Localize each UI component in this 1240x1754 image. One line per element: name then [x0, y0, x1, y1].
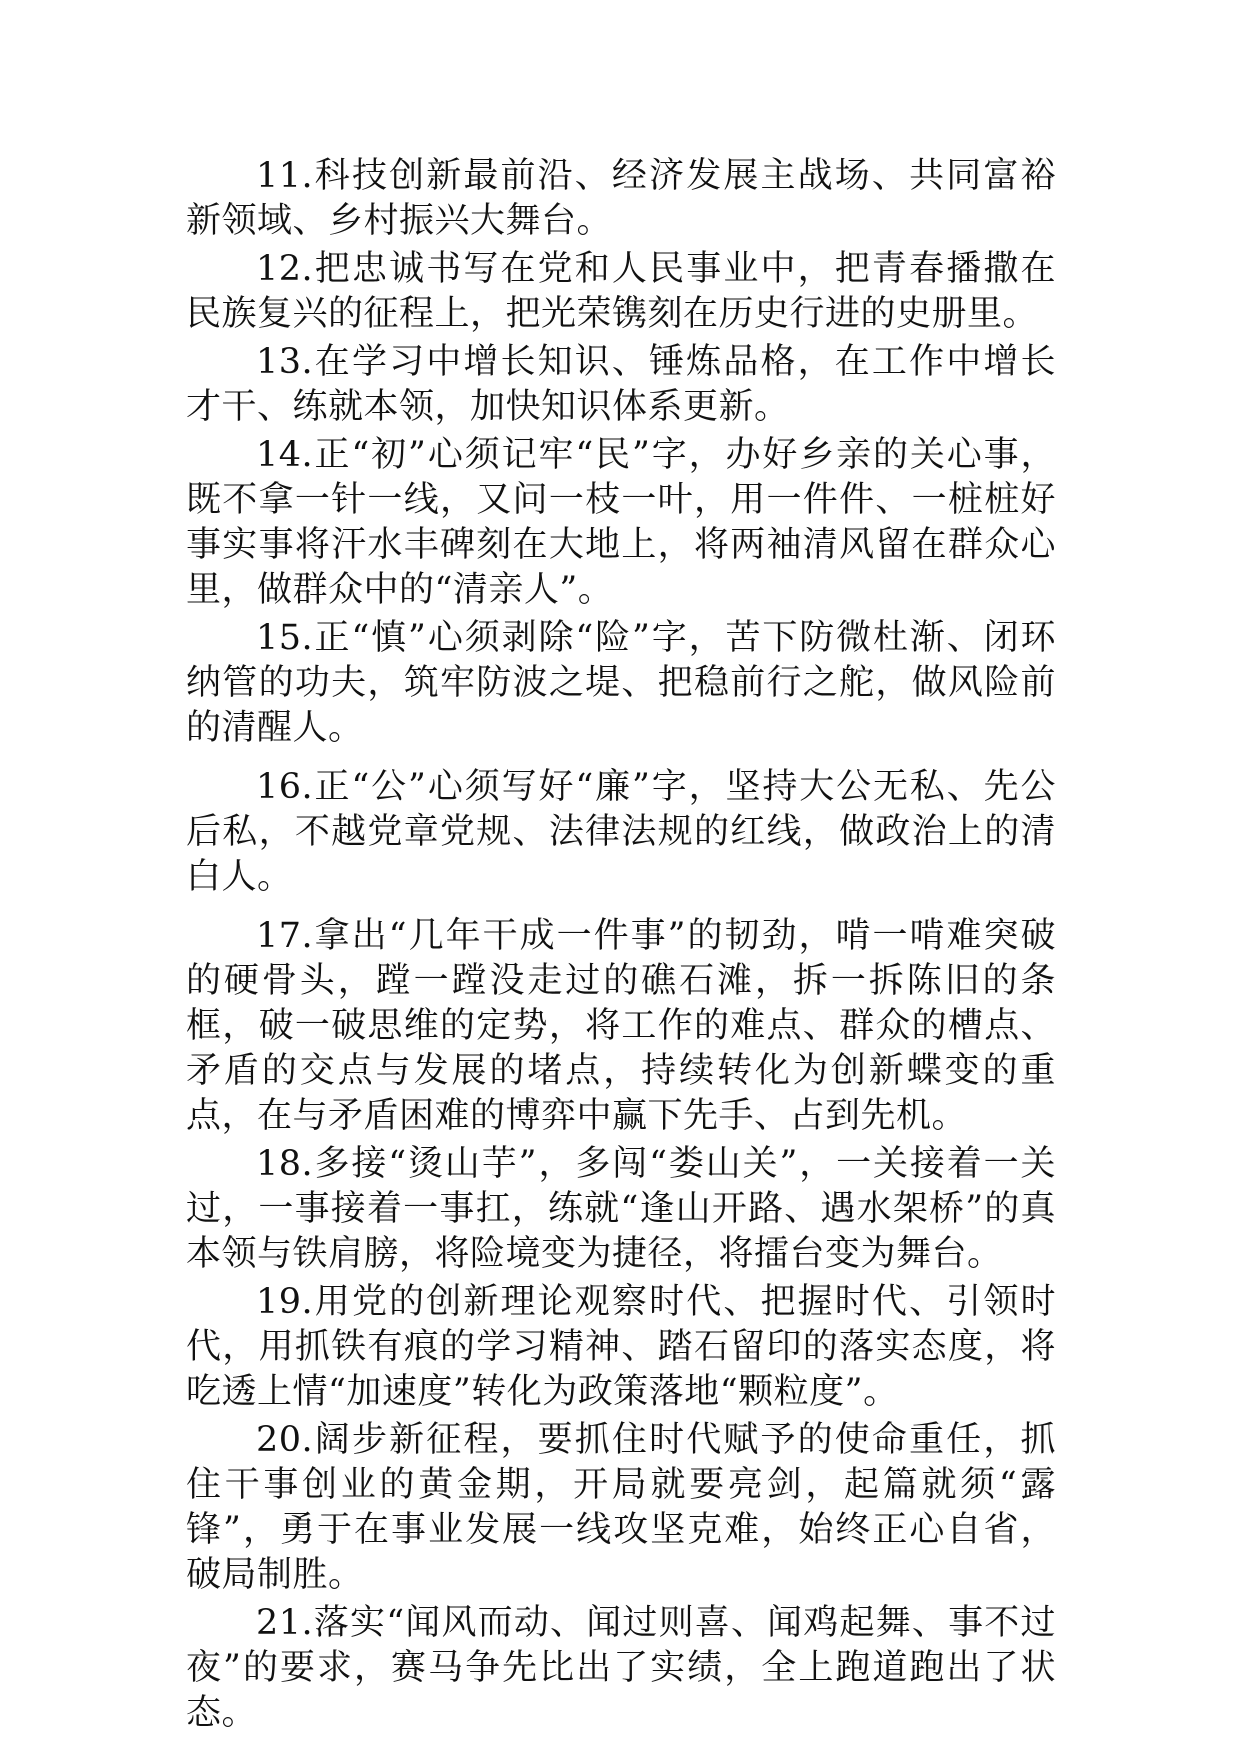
paragraph-11: 11.科技创新最前沿、经济发展主战场、共同富裕新领域、乡村振兴大舞台。 — [186, 156, 1056, 241]
document-body — [186, 154, 1056, 1736]
paragraph-14: 14.正“初”心须记牢“民”字，办好乡亲的关心事，既不拿一针一线，又问一枝一叶，用一件件、一桩桩好事实事将汗水丰碑刻在大地上，将两袖清风留在群众心里，做群众中的“清亲人”。 — [186, 435, 1056, 610]
paragraph-20: 20.阔步新征程，要抓住时代赋予的使命重任，抓住干事创业的黄金期，开局就要亮剑，起篇就须“露锋”，勇于在事业发展一线攻坚克难，始终正心自省，破局制胜。 — [186, 1420, 1056, 1595]
paragraph-21: 21.落实“闻风而动、闻过则喜、闻鸡起舞、事不过夜”的要求，赛马争先比出了实绩，全上跑道跑出了状态。 — [186, 1603, 1056, 1733]
paragraph-17: 17.拿出“几年干成一件事”的韧劲，啃一啃难突破的硬骨头，蹚一蹚没走过的礁石滩，拆一拆陈旧的条框，破一破思维的定势，将工作的难点、群众的槽点、矛盾的交点与发展的堵点，持续转化为创新蝶变的重点，在与矛盾困难的博弈中赢下先手、占到先机。 — [186, 916, 1056, 1136]
paragraph-15: 15.正“慎”心须剥除“险”字，苦下防微杜渐、闭环纳管的功夫，筑牢防波之堤、把稳前行之舵，做风险前的清醒人。 — [186, 618, 1056, 748]
paragraph-13: 13.在学习中增长知识、锤炼品格，在工作中增长才干、练就本领，加快知识体系更新。 — [186, 342, 1056, 427]
paragraph-16: 16.正“公”心须写好“廉”字，坚持大公无私、先公后私，不越党章党规、法律法规的红线，做政治上的清白人。 — [186, 767, 1056, 897]
paragraph-19: 19.用党的创新理论观察时代、把握时代、引领时代，用抓铁有痕的学习精神、踏石留印的落实态度，将吃透上情“加速度”转化为政策落地“颗粒度”。 — [186, 1282, 1056, 1412]
paragraph-18: 18.多接“烫山芋”，多闯“娄山关”，一关接着一关过，一事接着一事扛，练就“逢山开路、遇水架桥”的真本领与铁肩膀，将险境变为捷径，将擂台变为舞台。 — [186, 1144, 1056, 1274]
paragraph-12: 12.把忠诚书写在党和人民事业中，把青春播撒在民族复兴的征程上，把光荣镌刻在历史行进的史册里。 — [186, 249, 1056, 334]
